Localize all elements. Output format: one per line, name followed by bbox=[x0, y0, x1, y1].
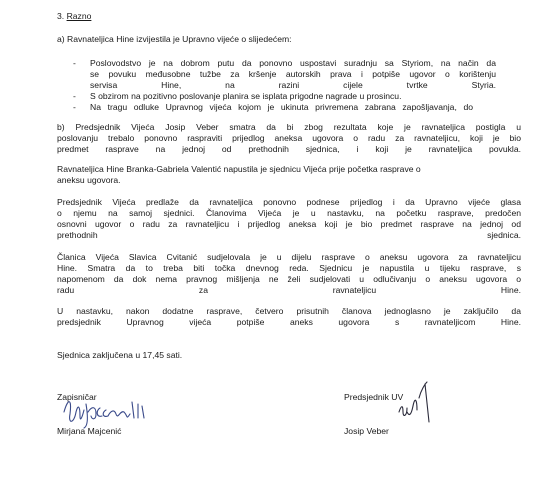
item-b-paragraph bbox=[57, 122, 521, 155]
director-left-line: Ravnateljica Hine Branka-Gabriela Valentić napustila je sjednicu Vijeća prije početka rasprave o bbox=[57, 164, 421, 174]
bullet-1 bbox=[90, 58, 496, 91]
bullet-3 bbox=[90, 102, 473, 113]
item-b-line: poslovanju trebalo ponovno raspraviti prijedlog aneksa ugovora o radu za ravnateljicu, koji je bio bbox=[57, 132, 521, 143]
recorder-name: Mirjana Majcenić bbox=[57, 426, 122, 436]
member-line: Hine. Smatra da to treba biti točka dnevnog reda. Sjednicu je napustila u tijeku rasprave, s bbox=[57, 262, 521, 273]
chair-proposal-paragraph bbox=[57, 197, 521, 241]
member-line: napomenom da dok nema pravnog mišljenja ne želi sudjelovati u odlučivanju o aneksu ugovora o bbox=[57, 273, 521, 284]
bullet-2: S obzirom na pozitivno poslovanje planira se isplata prigodne nagrade u prosincu. bbox=[90, 91, 402, 101]
chair-line: osnovni ugovor o radu za ravnateljicu i prijedlog aneksa koji je bio predmet rasprave na jednoj od bbox=[57, 218, 521, 229]
item-b-line: predmet rasprave na jednoj od prethodnih sjednica, i koji je ravnateljica povukla. bbox=[57, 143, 521, 154]
bullet-1-line: Poslovodstvo je na dobrom putu da ponovno uspostavi suradnju sa Styriom, na način da bbox=[90, 58, 496, 68]
item-b-line: b) Predsjednik Vijeća Josip Veber smatra da bi zbog rezultata koje je ravnateljica postigla u bbox=[57, 122, 521, 132]
recorder-signature bbox=[58, 394, 153, 430]
director-left-paragraph bbox=[57, 164, 421, 186]
chair-line: Predsjednik Vijeća predlaže da ravnateljica ponovno podnese prijedlog i da Upravno vijeće glasa bbox=[57, 197, 521, 207]
chair-name: Josip Veber bbox=[344, 426, 389, 436]
bullet-dash: - bbox=[73, 58, 76, 68]
recorder-role: Zapisničar bbox=[57, 392, 97, 402]
bullet-dash: - bbox=[73, 102, 76, 112]
closing-line: Sjednica zaključena u 17,45 sati. bbox=[57, 350, 183, 360]
chair-signature bbox=[395, 376, 435, 428]
member-paragraph bbox=[57, 252, 521, 296]
chair-line: o njemu na samoj sjednici. Članovima Vijeća je u nastavku, na početku rasprave, predočen bbox=[57, 207, 521, 218]
section-title: Razno bbox=[66, 11, 92, 21]
conclusion-paragraph bbox=[57, 306, 521, 328]
bullet-1-line: servisa Hine, na razini cijele tvrtke Styria. bbox=[90, 79, 496, 90]
director-left-line: aneksu ugovora. bbox=[57, 174, 121, 185]
bullet-3-line: Na tragu odluke Upravnog vijeća kojom je ukinuta privremena zabrana zapošljavanja, do bbox=[90, 102, 473, 112]
bullet-1-line: se povuku međusobne tužbe za kršenje autorskih prava i potpiše ugovor o korištenju bbox=[90, 68, 496, 79]
member-line: radu za ravnateljicu Hine. bbox=[57, 284, 521, 295]
chair-line: prethodnih sjednica. bbox=[57, 229, 521, 240]
chair-role: Predsjednik UV bbox=[344, 392, 404, 402]
item-a-intro: a) Ravnateljica Hine izvijestila je Upravno vijeće o slijedećem: bbox=[57, 34, 292, 44]
member-line: Članica Vijeća Slavica Cvitanić sudjelovala je u dijelu rasprave o aneksu ugovora za ravnateljicu bbox=[57, 252, 521, 262]
bullet-dash: - bbox=[73, 91, 76, 101]
conclusion-line: predsjednik Upravnog vijeća potpiše aneks ugovora s ravnateljicom Hine. bbox=[57, 316, 521, 327]
section-heading bbox=[57, 11, 91, 22]
section-number: 3. bbox=[57, 11, 65, 21]
conclusion-line: U nastavku, nakon dodatne rasprave, četvero prisutnih članova jednoglasno je zaključilo da bbox=[57, 306, 521, 316]
